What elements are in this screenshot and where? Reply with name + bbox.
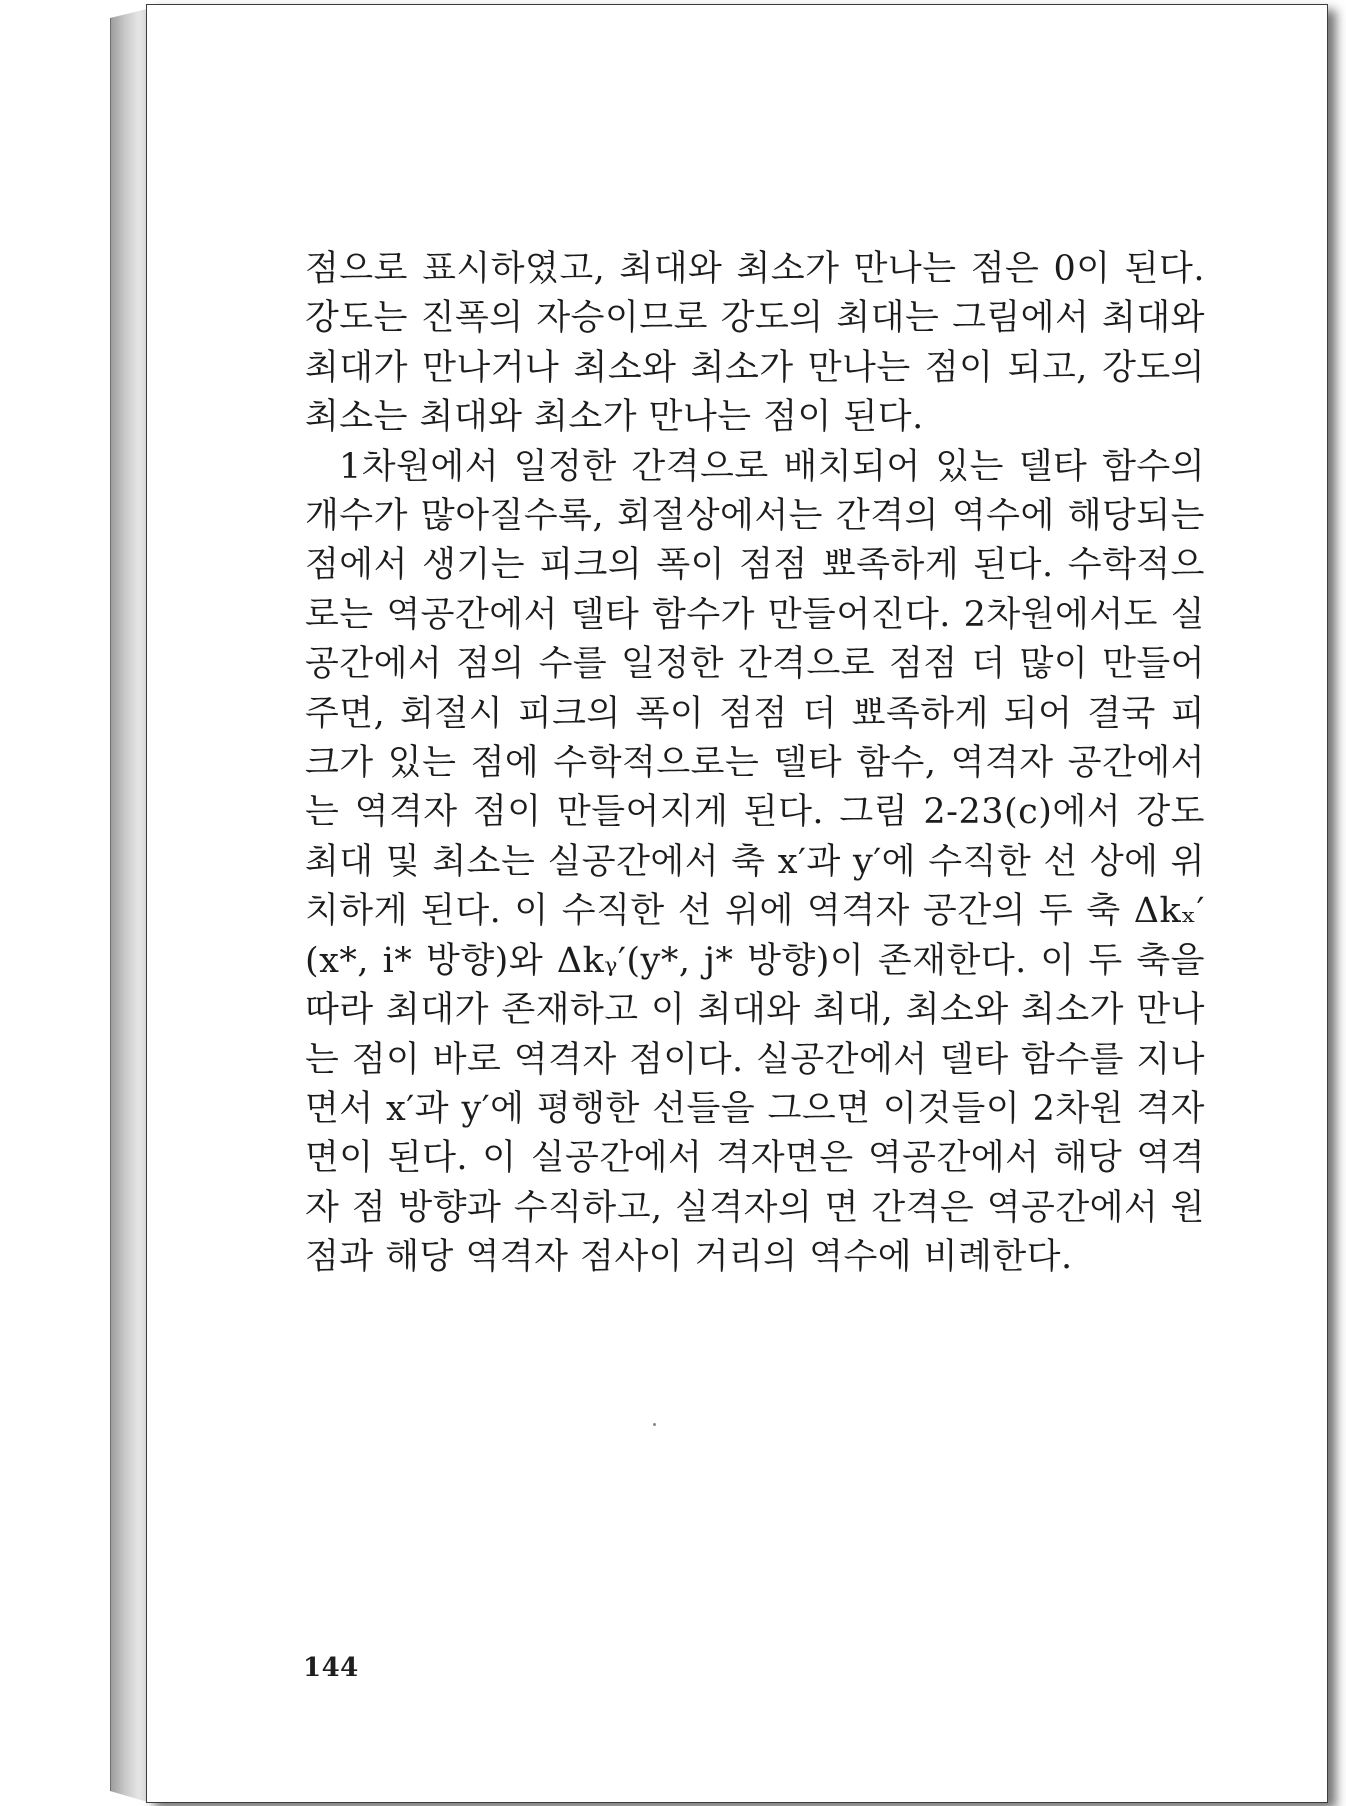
paragraph-2: 1차원에서 일정한 간격으로 배치되어 있는 델타 함수의 개수가 많아질수록, 회절상에서는 간격의 역수에 해당되는 점에서 생기는 피크의 폭이 점점 뾰족하게 된다. 수학적으로는 역공간에서 델타 함수가 만들어진다. 2차원에서도 실공간에서 점의 수를 일정한 간격으로 점점 더 많이 만들어 주면, 회절시 피크의 폭이 점점 더 뾰족하게 되어 결국 피크가 있는 점에 수학적으로는 델타 함수, 역격자 공간에서는 역격자 점이 만들어지게 된다. 그림 2-23(c)에서 강도 최대 및 최소는 실공간에서 축 x′과 y′에 수직한 선 상에 위치하게 된다. 이 수직한 선 위에 역격자 공간의 두 축 Δkₓ′(x*, i* 방향)와 Δkᵧ′(y*, j* 방향)이 존재한다. 이 두 축을 따라 최대가 존재하고 이 최대와 최대, 최소와 최소가 만나는 점이 바로 역격자 점이다. 실공간에서 델타 함수를 지나면서 x′과 y′에 평행한 선들을 그으면 이것들이 2차원 격자면이 된다. 이 실공간에서 격자면은 역공간에서 해당 역격자 점 방향과 수직하고, 실격자의 면 간격은 역공간에서 원점과 해당 역격자 점사이 거리의 역수에 비례한다.	[305, 446, 1205, 1278]
book-page	[146, 4, 1328, 1803]
page-number: 144	[303, 1653, 359, 1683]
paragraph-1: 점으로 표시하였고, 최대와 최소가 만나는 점은 0이 된다. 강도는 진폭의 자승이므로 강도의 최대는 그림에서 최대와 최대가 만나거나 최소와 최소가 만나는 점이 되고, 강도의 최소는 최대와 최소가 만나는 점이 된다.	[305, 249, 1205, 438]
scan-speck	[653, 1423, 656, 1426]
body-text	[305, 245, 1205, 1283]
book-page-edges	[110, 8, 151, 1803]
